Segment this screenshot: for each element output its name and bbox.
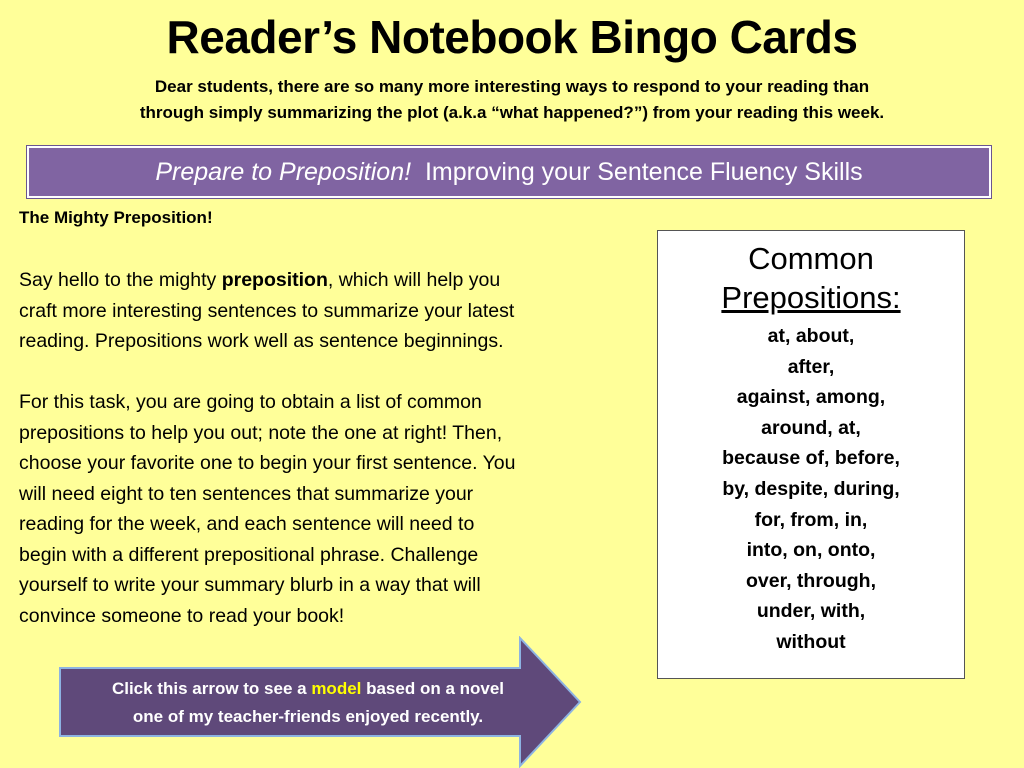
paragraph-task: For this task, you are going to obtain a list of common prepositions to help you out; note the one at right! Then, choose your favorite one to begin your first sentence. You will need eight to ten sentences that summarize your reading for the week, and each sentence will need to begin with a different prepositional phrase. Challenge yourself to write your summary blurb in a way that will convince someone to read your book! — [19, 391, 516, 627]
list-item: for, from, in, — [754, 508, 868, 531]
model-highlight: model — [311, 679, 362, 698]
list-item: around, at, — [761, 416, 861, 439]
paragraph-intro: Say hello to the mighty preposition, which will help you craft more interesting sentences to summarize your latest reading. Prepositions work well as sentence beginnings. — [19, 269, 515, 352]
list-item: over, through, — [745, 569, 876, 592]
common-prepositions-box — [657, 230, 965, 679]
page-title: Reader’s Notebook Bingo Cards — [166, 11, 858, 63]
subheading: The Mighty Preposition! — [19, 208, 213, 227]
list-item: against, among, — [736, 386, 886, 409]
list-item: into, on, onto, — [746, 539, 876, 562]
keyword-preposition: preposition — [221, 269, 328, 291]
intro-line-2: through simply summarizing the plot (a.k.a “what happened?”) from your reading this week. — [139, 103, 885, 122]
banner-subtitle: Improving your Sentence Fluency Skills — [424, 158, 863, 186]
list-item: after, — [787, 355, 835, 378]
intro-line-1: Dear students, there are so many more interesting ways to respond to your reading than — [154, 77, 870, 96]
banner-italic-title: Prepare to Preposition! — [155, 158, 412, 186]
task-instructions — [19, 265, 639, 631]
model-link-arrow-button[interactable] — [58, 636, 582, 768]
list-item: under, with, — [756, 600, 866, 623]
list-item: at, about, — [767, 325, 855, 347]
list-item: because of, before, — [722, 447, 900, 470]
list-item: without — [776, 630, 846, 653]
arrow-label: Click this arrow to see a model based on a novel one of my teacher-friends enjoyed recently. — [111, 679, 505, 726]
intro-text — [40, 74, 984, 126]
list-item: by, despite, during, — [722, 477, 900, 500]
box-title: Common Prepositions: — [721, 241, 901, 315]
prepositions-list — [658, 321, 964, 658]
section-banner — [27, 146, 991, 198]
